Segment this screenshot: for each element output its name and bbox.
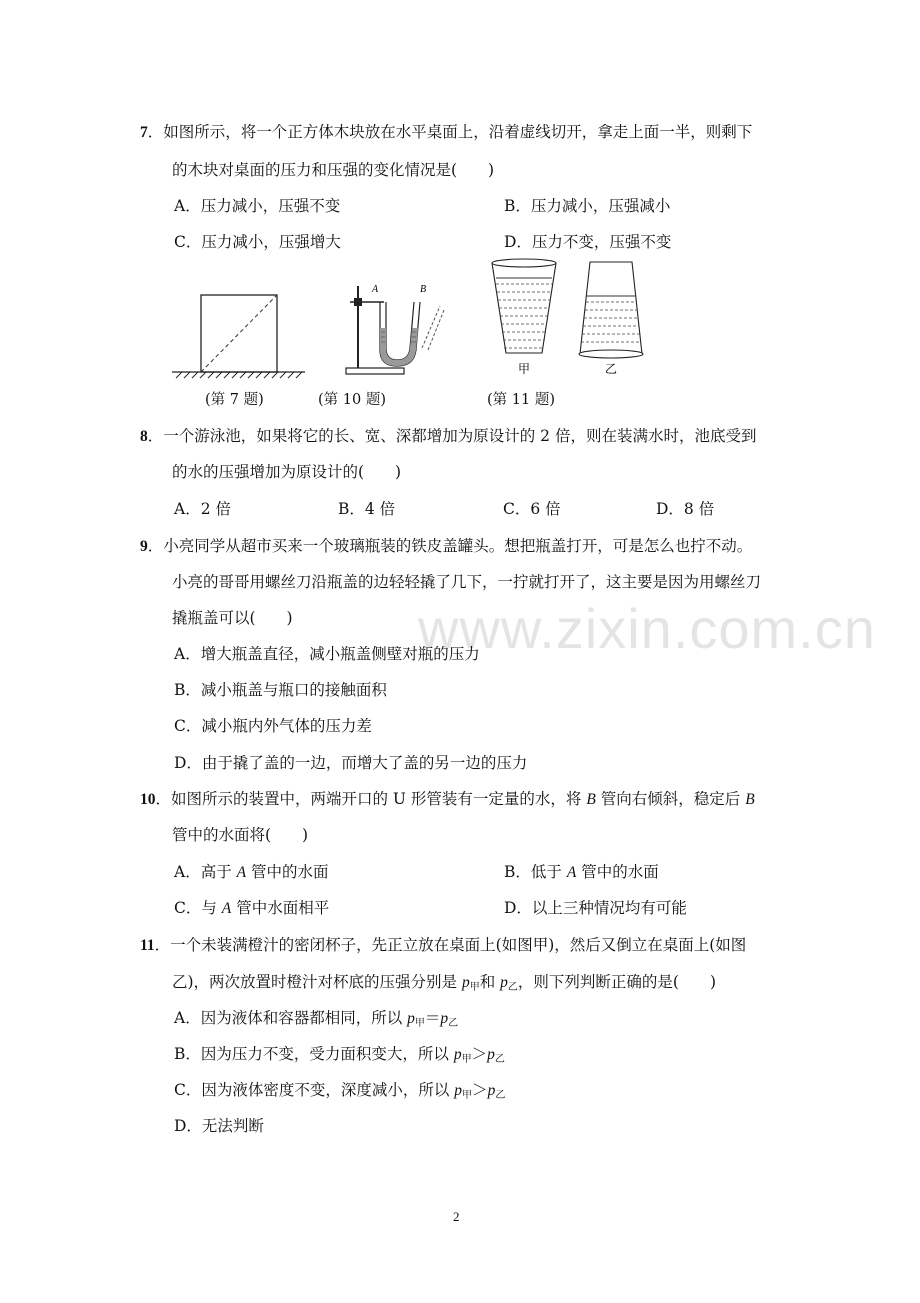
question-8-line1 xyxy=(140,424,756,446)
question-9-line1 xyxy=(140,534,752,556)
subscript-yi: 乙 xyxy=(494,1054,505,1065)
question-10-number: 10 xyxy=(140,791,156,808)
q7-option-d[interactable]: D．压力不变，压强不变 xyxy=(504,233,672,251)
q9-option-d[interactable]: D．由于撬了盖的一边，而增大了盖的另一边的压力 xyxy=(174,754,528,772)
subscript-jia: 甲 xyxy=(461,1054,472,1065)
question-11-text-b: ，则下列判断正确的是( ) xyxy=(517,973,717,991)
question-10-line2: 管中的水面将( ) xyxy=(172,826,309,844)
figure-11-cups-diagram xyxy=(486,256,646,378)
question-11-line2 xyxy=(172,970,716,993)
label-jia: 甲 xyxy=(518,362,531,376)
question-7-text: ．如图所示，将一个正方体木块放在水平桌面上，沿着虚线切开，拿走上面一半，则剩下 xyxy=(147,123,753,141)
var-b-2: B xyxy=(745,791,755,808)
question-9-text: ．小亮同学从超市买来一个玻璃瓶装的铁皮盖罐头。想把瓶盖打开，可是怎么也拧不动。 xyxy=(147,537,753,555)
caption-figure-11: (第 11 题) xyxy=(487,392,555,408)
q10-option-a[interactable] xyxy=(174,860,329,882)
greater-sign: ＞ xyxy=(472,1081,488,1099)
q8-option-b[interactable]: B．4 倍 xyxy=(338,500,396,518)
question-11-text-a: 乙)，两次放置时橙汁对杯底的压强分别是 xyxy=(172,973,462,991)
subscript-jia: 甲 xyxy=(462,1090,473,1101)
juice-yi xyxy=(581,302,641,342)
q11-option-c[interactable] xyxy=(174,1078,505,1101)
q8-option-d[interactable]: D．8 倍 xyxy=(656,500,715,518)
q7-option-b[interactable]: B．压力减小，压强减小 xyxy=(504,197,671,215)
subscript-jia: 甲 xyxy=(469,982,480,993)
cut-line xyxy=(201,295,277,372)
greater-sign: ＞ xyxy=(471,1045,488,1063)
q10-option-a-post: 管中的水面 xyxy=(246,863,329,881)
juice-jia xyxy=(496,284,552,348)
q9-option-c[interactable]: C．减小瓶内外气体的压力差 xyxy=(174,717,372,735)
figure-7-cube-diagram xyxy=(170,290,310,385)
p-symbol: p xyxy=(487,1046,495,1063)
q10-option-a-pre: A．高于 xyxy=(174,863,237,881)
figure-10-u-tube-diagram xyxy=(340,280,450,380)
question-8-number: 8 xyxy=(140,428,148,445)
var-a: A xyxy=(221,900,232,917)
cup-yi xyxy=(580,262,642,354)
q11-option-b-text: B．因为压力不变，受力面积变大，所以 xyxy=(174,1045,454,1063)
stand-base xyxy=(346,368,404,374)
q10-option-b[interactable] xyxy=(504,860,659,882)
var-a: A xyxy=(236,864,247,881)
q9-option-a[interactable]: A．增大瓶盖直径，减小瓶盖侧壁对瓶的压力 xyxy=(174,645,480,663)
question-10-text-b: 管向右倾斜，稳定后 xyxy=(595,790,746,808)
p-symbol: p xyxy=(440,1010,449,1027)
question-11-text: ．一个未装满橙汁的密闭杯子，先正立放在桌面上(如图甲)，然后又倒立在桌面上(如图 xyxy=(154,936,747,954)
caption-figure-10: (第 10 题) xyxy=(318,392,386,408)
q11-option-c-text: C．因为液体密度不变，深度减小，所以 xyxy=(174,1081,455,1099)
q10-option-b-pre: B．低于 xyxy=(504,863,567,881)
q10-option-c-post: 管中水面相平 xyxy=(231,899,330,917)
q10-option-c[interactable] xyxy=(174,896,329,918)
caption-figure-7: (第 7 题) xyxy=(205,392,264,408)
watermark: www.zixin.com.cn xyxy=(418,597,876,660)
var-b: B xyxy=(586,791,596,808)
q10-option-b-post: 管中的水面 xyxy=(576,863,659,881)
var-a: A xyxy=(566,864,577,881)
subscript-yi: 乙 xyxy=(507,982,518,993)
question-11-line1 xyxy=(140,933,746,955)
q8-option-a[interactable]: A．2 倍 xyxy=(174,500,231,518)
subscript-jia: 甲 xyxy=(414,1018,425,1029)
q9-option-b[interactable]: B．减小瓶盖与瓶口的接触面积 xyxy=(174,681,387,699)
question-10-line1 xyxy=(140,787,755,809)
p-symbol: p xyxy=(407,1010,415,1027)
question-9-line3: 撬瓶盖可以( ) xyxy=(172,609,293,627)
question-7-line1 xyxy=(140,120,752,142)
label-a: A xyxy=(372,284,379,295)
p-symbol: p xyxy=(453,1046,462,1063)
q10-option-d[interactable]: D．以上三种情况均有可能 xyxy=(504,899,687,917)
question-9-number: 9 xyxy=(140,538,148,555)
p-symbol: p xyxy=(461,974,470,991)
p-symbol: p xyxy=(454,1082,463,1099)
q11-option-d[interactable]: D．无法判断 xyxy=(174,1117,264,1135)
question-10-text-a: ．如图所示的装置中，两端开口的 U 形管装有一定量的水，将 xyxy=(155,790,587,808)
p-symbol: p xyxy=(487,1082,496,1099)
and-text: 和 xyxy=(479,973,501,991)
p-symbol: p xyxy=(500,974,508,991)
question-8-line2: 的水的压强增加为原设计的( ) xyxy=(172,463,402,481)
question-11-number: 11 xyxy=(140,937,155,954)
question-8-text: ．一个游泳池，如果将它的长、宽、深都增加为原设计的 2 倍，则在装满水时，池底受到 xyxy=(147,427,757,445)
q7-option-c[interactable]: C．压力减小，压强增大 xyxy=(174,233,341,251)
question-7-number: 7 xyxy=(140,124,148,141)
q10-option-c-pre: C．与 xyxy=(174,899,222,917)
label-b: B xyxy=(420,284,427,295)
q11-option-a-text: A．因为液体和容器都相同，所以 xyxy=(174,1009,408,1027)
subscript-yi: 乙 xyxy=(495,1090,506,1101)
q8-option-c[interactable]: C．6 倍 xyxy=(503,500,561,518)
label-yi: 乙 xyxy=(605,362,618,376)
q11-option-a[interactable] xyxy=(174,1006,458,1029)
page-number: 2 xyxy=(453,1209,460,1224)
q7-option-a[interactable]: A．压力减小，压强不变 xyxy=(174,197,341,215)
question-7-line2: 的木块对桌面的压力和压强的变化情况是( ) xyxy=(172,161,495,179)
equals-sign: ＝ xyxy=(424,1009,441,1027)
q11-option-b[interactable] xyxy=(174,1042,505,1065)
question-9-line2: 小亮的哥哥用螺丝刀沿瓶盖的边轻轻撬了几下，一拧就打开了，这主要是因为用螺丝刀 xyxy=(172,573,762,591)
subscript-yi: 乙 xyxy=(448,1018,459,1029)
